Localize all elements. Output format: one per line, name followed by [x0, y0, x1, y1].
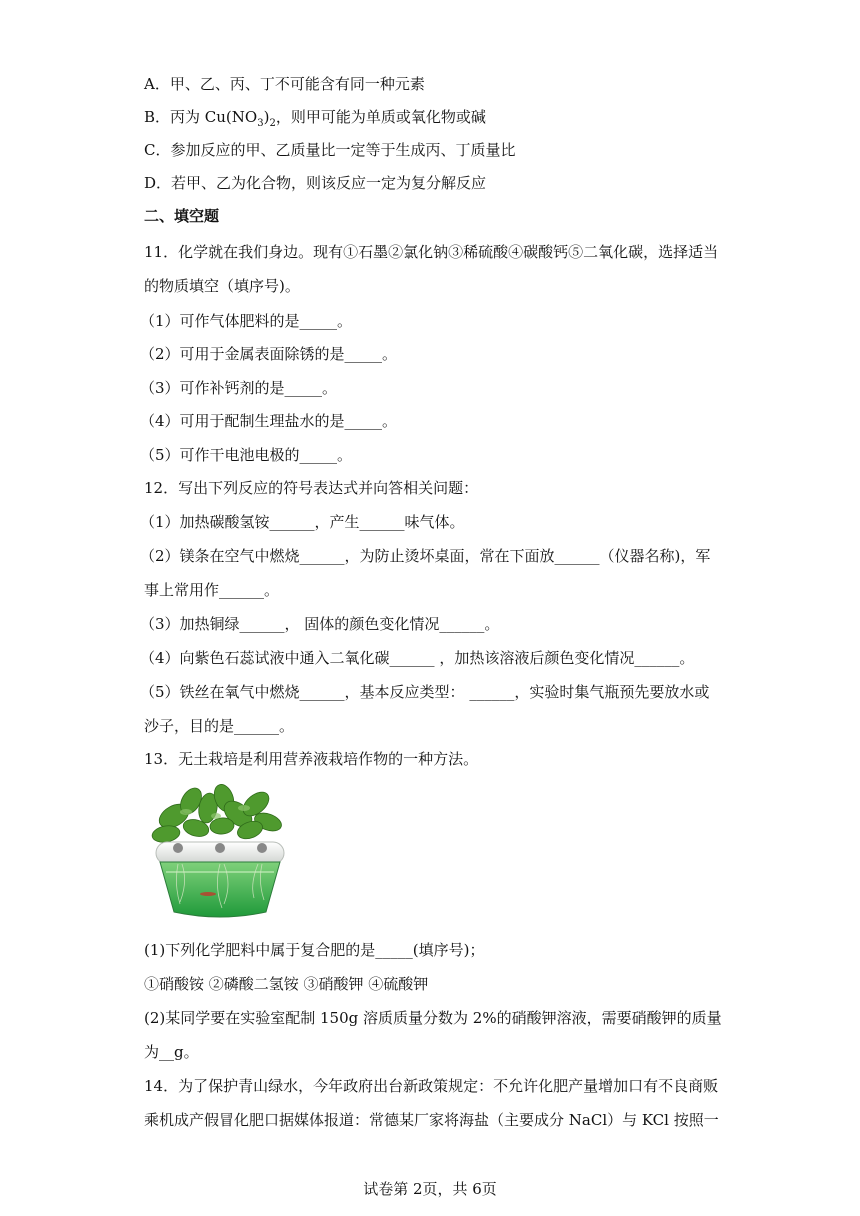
- q11-item-1: （1）可作气体肥料的是_____。: [140, 312, 353, 330]
- q13-part2-line2: 为__g。: [144, 1043, 199, 1061]
- q12-item-5-line1: （5）铁丝在氧气中燃烧______，基本反应类型： ______，实验时集气瓶预先要放水或: [140, 683, 710, 701]
- q11-item-5: （5）可作干电池电极的_____。: [140, 446, 353, 464]
- q14-line1: 14．为了保护青山绿水，今年政府出台新政策规定：不允许化肥产量增加口有不良商贩: [144, 1077, 719, 1095]
- q12-item-2-line1: （2）镁条在空气中燃烧______，为防止烫坏桌面，常在下面放______（仪器名称)，军: [140, 547, 711, 565]
- q11-item-4: （4）可用于配制生理盐水的是_____。: [140, 412, 398, 430]
- q12-stem: 12．写出下列反应的符号表达式并向答相关问题：: [144, 479, 479, 497]
- q10-option-b-text-3: ，则甲可能为单质或氧化物或碱: [275, 108, 486, 126]
- q11-item-2: （2）可用于金属表面除锈的是_____。: [140, 345, 398, 363]
- q11-item-3: （3）可作补钙剂的是_____。: [140, 379, 338, 397]
- q13-options: ①硝酸铵 ②磷酸二氢铵 ③硝酸钾 ④硫酸钾: [144, 975, 429, 993]
- q11-stem-line2: 的物质填空（填序号)。: [144, 277, 300, 295]
- q11-stem-line1: 11．化学就在我们身边。现有①石墨②氯化钠③稀硫酸④碳酸钙⑤二氧化碳，选择适当: [144, 243, 719, 261]
- q10-option-a: A．甲、乙、丙、丁不可能含有同一种元素: [144, 75, 425, 93]
- q12-item-2-line2: 事上常用作______。: [144, 581, 280, 599]
- q10-option-b-text-1: B．丙为 Cu(NO: [144, 108, 258, 126]
- q10-option-b-text-2: ): [263, 108, 270, 126]
- q10-option-c: C．参加反应的甲、乙质量比一定等于生成丙、丁质量比: [144, 141, 516, 159]
- page-footer: 试卷第 2页，共 6页: [363, 1180, 497, 1198]
- q10-option-b-subscript-3: 3: [257, 118, 264, 129]
- q12-item-1: （1）加热碳酸氢铵______，产生______味气体。: [140, 513, 465, 531]
- q10-option-b: [144, 107, 486, 134]
- q12-item-4: （4）向紫色石蕊试液中通入二氧化碳______ ，加热该溶液后颜色变化情况______。: [140, 649, 695, 667]
- section-title-fill-blank: 二、填空题: [144, 207, 220, 225]
- q12-item-3: （3）加热铜绿______， 固体的颜色变化情况______。: [140, 615, 500, 633]
- q12-item-5-line2: 沙子，目的是______。: [144, 717, 295, 735]
- q13-part1: (1)下列化学肥料中属于复合肥的是_____(填序号)；: [144, 941, 485, 959]
- q13-part2-line1: (2)某同学要在实验室配制 150g 溶质质量分数为 2%的硝酸钾溶液，需要硝酸钾的质量: [144, 1009, 722, 1027]
- q10-option-b-subscript-2: 2: [269, 118, 276, 129]
- q13-stem: 13．无土栽培是利用营养液栽培作物的一种方法。: [144, 750, 479, 768]
- hydroponics-plant-image: [146, 776, 294, 926]
- q14-line2: 乘机成产假冒化肥口据媒体报道：常德某厂家将海盐（主要成分 NaCl）与 KCl 按照一: [144, 1111, 719, 1129]
- q10-option-d: D．若甲、乙为化合物，则该反应一定为复分解反应: [144, 174, 487, 192]
